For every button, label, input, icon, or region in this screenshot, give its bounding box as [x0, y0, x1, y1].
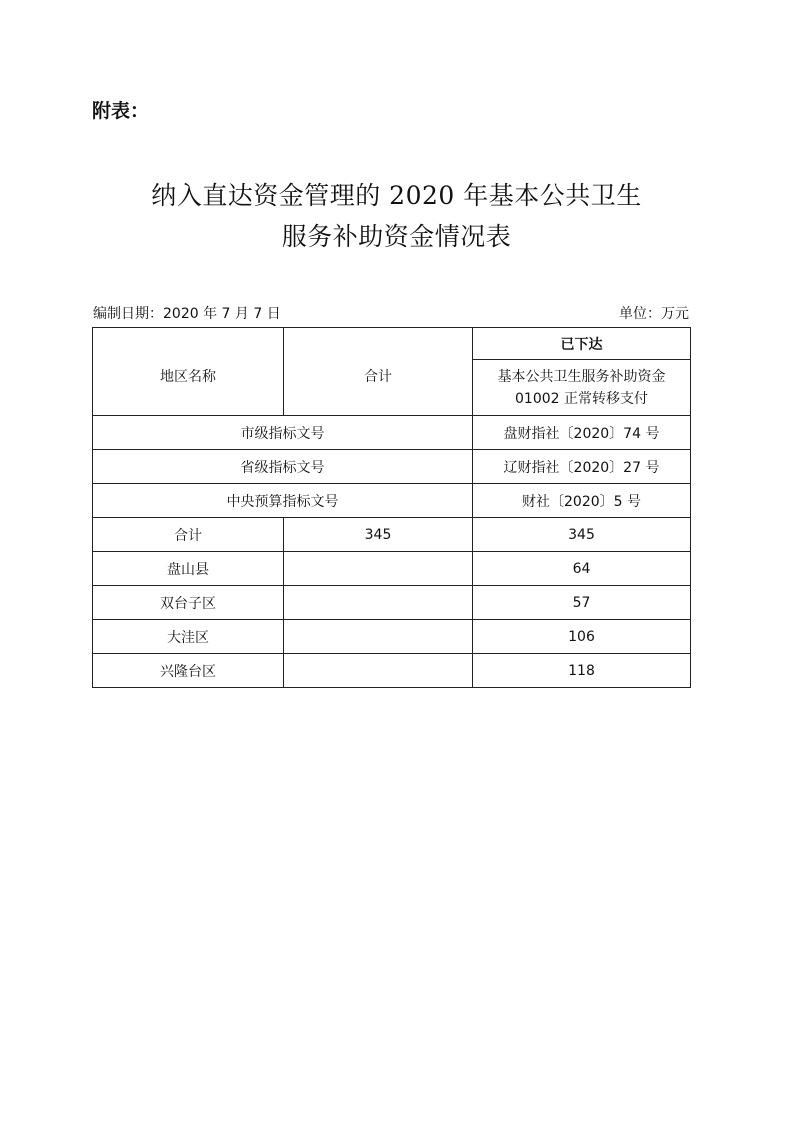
compile-date: 编制日期：2020 年 7 月 7 日	[93, 306, 281, 322]
page-title-line2: 服务补助资金情况表	[281, 222, 512, 251]
doc-label: 中央预算指标文号	[93, 484, 473, 518]
row-region: 双台子区	[93, 586, 284, 620]
row-total	[284, 552, 473, 586]
header-row-1	[93, 328, 691, 360]
table-row	[93, 620, 691, 654]
page-title-line1: 纳入直达资金管理的 2020 年基本公共卫生	[151, 181, 642, 210]
row-region: 盘山县	[93, 552, 284, 586]
table-row-total	[93, 518, 691, 552]
row-total	[284, 586, 473, 620]
doc-row-central	[93, 484, 691, 518]
doc-value: 盘财指社〔2020〕74 号	[473, 416, 691, 450]
fund-table	[92, 327, 691, 688]
row-value: 118	[473, 654, 691, 688]
doc-value: 辽财指社〔2020〕27 号	[473, 450, 691, 484]
doc-label: 省级指标文号	[93, 450, 473, 484]
header-total: 合计	[284, 328, 473, 416]
attachment-label: 附表：	[92, 100, 150, 122]
header-fund	[473, 360, 691, 416]
doc-row-province	[93, 450, 691, 484]
table-row	[93, 654, 691, 688]
header-issued: 已下达	[473, 328, 691, 360]
row-value: 345	[473, 518, 691, 552]
row-value: 106	[473, 620, 691, 654]
header-fund-line1: 基本公共卫生服务补助资金	[497, 368, 666, 385]
doc-label: 市级指标文号	[93, 416, 473, 450]
row-value: 64	[473, 552, 691, 586]
unit-label: 单位：万元	[619, 306, 689, 322]
row-region: 大洼区	[93, 620, 284, 654]
row-value: 57	[473, 586, 691, 620]
doc-value: 财社〔2020〕5 号	[473, 484, 691, 518]
table-row	[93, 552, 691, 586]
row-total: 345	[284, 518, 473, 552]
row-total	[284, 654, 473, 688]
header-fund-line2: 01002 正常转移支付	[515, 390, 648, 407]
doc-row-city	[93, 416, 691, 450]
header-region: 地区名称	[93, 328, 284, 416]
row-region: 合计	[93, 518, 284, 552]
table-row	[93, 586, 691, 620]
row-region: 兴隆台区	[93, 654, 284, 688]
row-total	[284, 620, 473, 654]
